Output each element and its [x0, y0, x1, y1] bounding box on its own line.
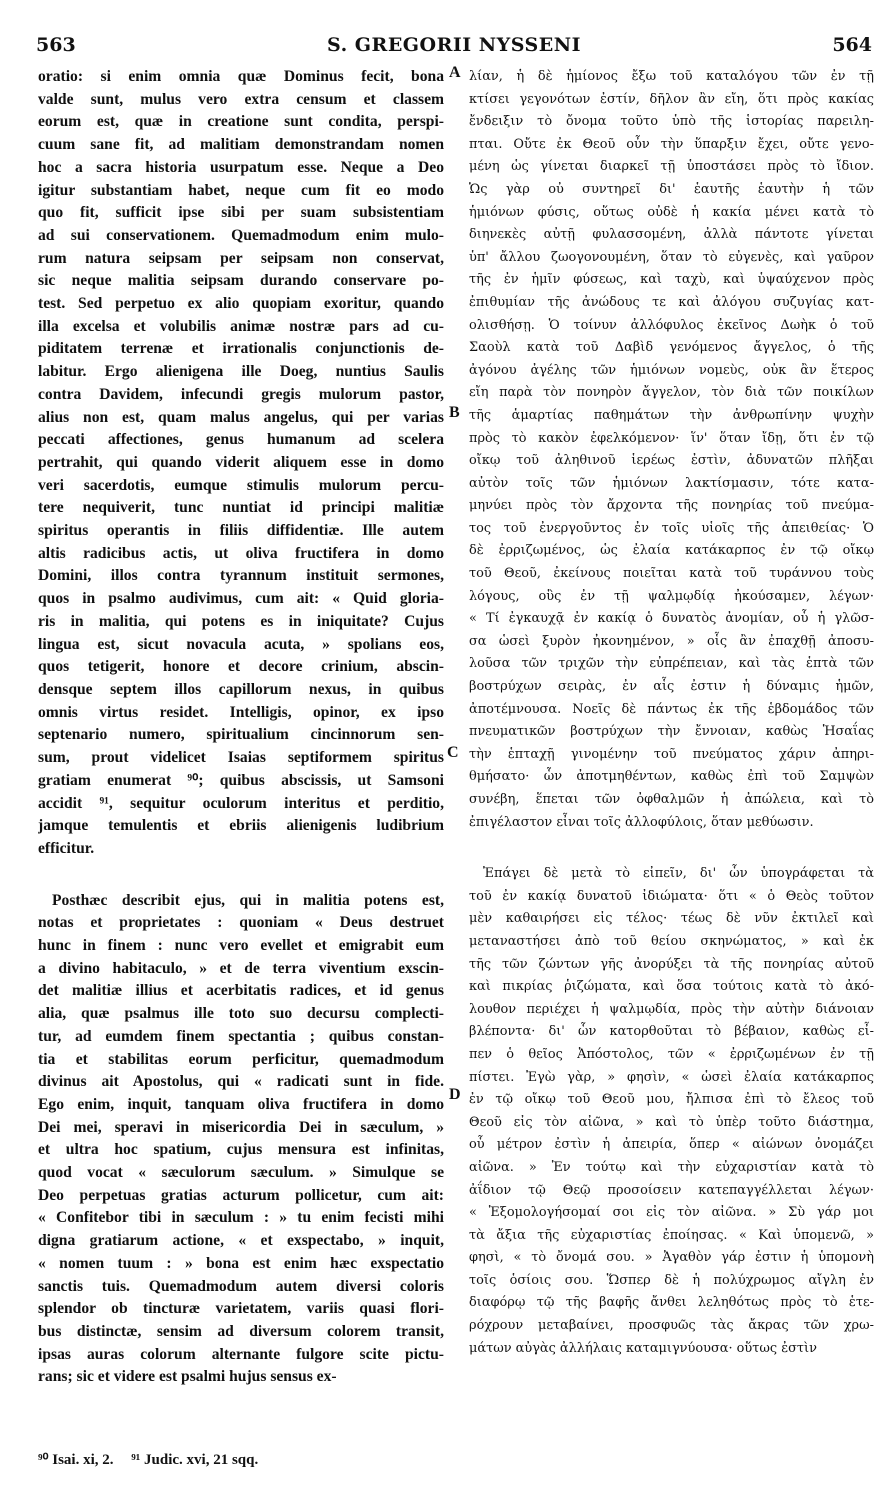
page-number-right: 564 [832, 34, 872, 56]
latin-text-line: rans; sic et videre est psalmi hujus sensus ex- [38, 1368, 337, 1386]
greek-text-line: Θεοῦ εἰς τὸν αἰῶνα, » καὶ τὸ ὑπὲρ τοῦτο διάστημα, [469, 1114, 874, 1130]
latin-text-line: tere nequiverit, tunc nuntiat id principi malitiæ [38, 499, 444, 517]
greek-text-line: διηνεκὲς αὐτῇ φυλασσομένη, ἀλλὰ πάντοτε γίνεται [469, 227, 874, 243]
greek-text-line: οὗ μέτρον ἐστὶν ἡ ἀπειρία, ὅπερ « αἰώνων ὀνομάζει [469, 1137, 874, 1153]
greek-text-line: τῆς ἁμαρτίας παθημάτων τὴν ἀνθρωπίνην ψυχὴν [469, 407, 874, 423]
latin-text-line: valde sunt, mulus vero extra censum et classem [38, 90, 444, 108]
greek-text-line: αὐτὸν τοῖς τῶν ἡμιόνων λακτίσμασιν, τότε κατα- [469, 475, 874, 491]
latin-text-line: ipsas auras colorum alternante fulgore scite pictu- [38, 1345, 444, 1363]
greek-text-line: ἀγόνου ἀγέλης τῶν ἡμιόνων νομεὺς, οὐκ ἂν ἕτερος [469, 362, 874, 378]
greek-text-line: τὴν ἑπταχῇ γινομένην τοῦ πνεύματος χάριν ἀπηρι- [469, 746, 874, 762]
latin-text-line: contra Davidem, infecundi gregis mulorum pastor, [38, 385, 444, 403]
latin-text-line: tur, ad eumdem finem spectantia ; quibus constan- [38, 1027, 444, 1045]
latin-text-line: sum, prout videlicet Isaias septiformem spiritus [38, 749, 444, 767]
greek-text-line: βλέποντα· δι' ὧν κατορθοῦται τὸ βέβαιον, καθὼς εἶ- [469, 1024, 874, 1040]
greek-text-line: πνευματικῶν βοστρύχων τὴν ἔννοιαν, καθὼς Ἡσαΐας [469, 724, 874, 740]
greek-text-line: ρόχρουν μεταβαίνει, προσφυῶς τὰς ἄκρας τῶν χρω- [469, 1318, 874, 1334]
greek-text-line: ολισθήσῃ. Ὁ τοίνυν ἀλλόφυλος ἐκεῖνος Δωὴκ ὁ τοῦ [469, 317, 874, 333]
latin-text-line: pertrahit, qui quando viderit aliquem esse in domo [38, 453, 444, 471]
greek-text-line: οἴκῳ τοῦ ἀληθινοῦ ἱερέως ἐστὶν, ἀδυνατῶν πλῆξαι [469, 453, 874, 469]
greek-text-line: λίαν, ἡ δὲ ἡμίονος ἔξω τοῦ καταλόγου τῶν ἐν τῇ [469, 69, 874, 84]
greek-text-line: καὶ πικρίας ῥιζώματα, καὶ ὅσα τούτοις κατὰ τὸ ἀκό- [469, 979, 874, 995]
margin-letter-b: B [449, 404, 460, 421]
greek-text-line: συνέβη, ἕπεται τῶν ὀφθαλμῶν ἡ ἀπώλεια, καὶ τὸ [469, 792, 874, 807]
latin-text-line: altis radicibus actis, ut oliva fructifera in domo [38, 544, 444, 562]
greek-text-line: διαφόρῳ τῷ τῆς βαφῆς ἄνθει λεληθότως πρὸς τὸ ἑτε- [469, 1295, 874, 1311]
greek-text-line: Ὡς γὰρ οὐ συντηρεῖ δι' ἑαυτῆς ἑαυτὴν ἡ τῶν [469, 181, 874, 197]
latin-text-line: piditatem terrenæ et irrationalis conjunctionis de- [38, 340, 444, 358]
greek-text-line: πεν ὁ θεῖος Ἀπόστολος, τῶν « ἐρριζωμένων ἐν τῇ [469, 1046, 874, 1062]
latin-text-line: labitur. Ergo alienigena ille Doeg, nuntius Saulis [38, 363, 444, 381]
greek-text-line: μένη ὡς γίνεται διαρκεῖ τῇ ὑποστάσει πρὸς τὸ ἴδιον. [469, 159, 874, 175]
latin-text-line: eorum est, quæ in creatione sunt condita, perspi- [38, 113, 444, 131]
latin-text-line: bus distinctæ, sensim ad diversum colorem transit, [38, 1322, 444, 1340]
greek-text-line: τῆς τῶν ζώντων γῆς ἀνορύξει τὰ τῆς πονηρίας αὐτοῦ [469, 956, 874, 972]
running-title: S. GREGORII NYSSENI [327, 34, 581, 56]
greek-text-line: « Τί ἐγκαυχᾷ ἐν κακίᾳ ὁ δυνατὸς ἀνομίαν, οὗ ἡ γλῶσ- [469, 611, 874, 627]
greek-text-line: εἴη παρὰ τὸν πονηρὸν ἄγγελον, τὸν διὰ τῶν ποικίλων [469, 385, 874, 401]
greek-text-line: λοῦσα τῶν τριχῶν τὴν εὐπρέπειαν, καὶ τὰς ἑπτὰ τῶν [469, 656, 874, 672]
latin-text-line: septenario numero, spiritualium cincinnorum sen- [38, 726, 444, 744]
latin-text-line: Ego enim, inquit, tanquam oliva fructifera in domo [38, 1095, 444, 1113]
greek-text-line: τοῦ Θεοῦ, ἐκείνους ποιεῖται κατὰ τοῦ τυράννου τοὺς [469, 566, 874, 582]
latin-text-line: test. Sed perpetuo ex alio quopiam exoritur, quando [38, 295, 444, 313]
latin-text-line: Dei mei, speravi in misericordia Dei in sæculum, » [38, 1118, 444, 1136]
latin-text-line: veri sacerdotis, eumque stimulis mulorum percu- [38, 476, 444, 494]
greek-text-line: λουθον περιέχει ἡ ψαλμῳδία, πρὸς τὴν αὐτὴν διάνοιαν [469, 1001, 874, 1017]
latin-text-line: a divino habitaculo, » et de terra viventium exscin- [38, 959, 444, 977]
latin-text-line: Domini, illos contra tyrannum instituit sermones, [38, 567, 444, 585]
greek-text-line: πται. Οὔτε ἐκ Θεοῦ οὖν τὴν ὕπαρξιν ἔχει, οὔτε γενο- [469, 136, 874, 152]
greek-text-line: πρὸς τὸ κακὸν ἐφελκόμενον· ἵν' ὅταν ἴδῃ, ὅτι ἐν τῷ [469, 430, 874, 446]
latin-text-line: densque septem illos capillorum nexus, in quibus [38, 680, 444, 698]
margin-letter-c: C [447, 744, 459, 761]
latin-text-line: hoc a sacra historia usurpatum esse. Neque a Deo [38, 158, 444, 176]
latin-text-line: alia, quæ psalmus ille toto suo decursu complecti- [38, 1005, 444, 1023]
greek-text-line: ἐπιθυμίαν τῆς ἀνώδους τε καὶ ἀλόγου συζυγίας κατ- [469, 294, 874, 310]
footnotes [38, 1450, 272, 1469]
page-header [36, 34, 872, 60]
latin-text-line: divinus ait Apostolus, qui « radicati sunt in fide. [38, 1073, 444, 1091]
greek-text-line: τὰ ἄξια τῆς εὐχαριστίας ἐποίησας. « Καὶ ὑπομενῶ, » [469, 1227, 874, 1243]
latin-text-line: lingua est, sicut novacula acuta, » spolians eos, [38, 635, 444, 653]
paragraph-gap [38, 861, 444, 890]
latin-text-line: cuum sane fit, ad malitiam demonstrandam nomen [38, 136, 444, 154]
latin-text-line: sanctis tuis. Quemadmodum autem diversi coloris [38, 1277, 444, 1295]
latin-text-line: « Confitebor tibi in sæculum : » tu enim fecisti mihi [38, 1209, 444, 1227]
greek-text-line: φησὶ, « τὸ ὄνομά σου. » Ἀγαθὸν γάρ ἐστιν ἡ ὑπομονὴ [469, 1250, 874, 1266]
greek-text-line: δὲ ἐρριζωμένος, ὡς ἐλαία κατάκαρπος ἐν τῷ οἴκῳ [469, 543, 874, 559]
greek-text-line: ἡμιόνων φύσις, οὕτως οὐδὲ ἡ κακία μένει κατὰ τὸ [469, 204, 874, 220]
greek-text-line: « Ἐξομολογήσομαί σοι εἰς τὸν αἰῶνα. » Σὺ γάρ μοι [469, 1205, 874, 1221]
latin-text-line: accidit ⁹¹, sequitur oculorum interitus et perditio, [38, 794, 444, 812]
latin-text-line: jamque temulentis et ebriis alienigenis ludibrium [38, 817, 444, 835]
greek-text-line: τος τοῦ ἐνεργοῦντος ἐν τοῖς υἱοῖς τῆς ἀπειθείας· Ὁ [469, 520, 874, 536]
greek-column [469, 66, 874, 1360]
greek-text-line: θμήσατο· ὧν ἀποτμηθέντων, καθὼς ἐπὶ τοῦ Σαμψὼν [469, 769, 874, 785]
margin-letter-a: A [449, 64, 461, 81]
latin-text-line: ris in malitia, qui potens es in iniquitate? Cujus [38, 612, 444, 630]
greek-text-line: πίστει. Ἐγὼ γὰρ, » φησὶν, « ὡσεὶ ἐλαία κατάκαρπος [469, 1069, 874, 1085]
greek-text-line: Ἐπάγει δὲ μετὰ τὸ εἰπεῖν, δι' ὧν ὑπογράφεται τὰ [483, 866, 874, 882]
latin-text-line: quos tetigerit, honore et decore crinium, abscin- [38, 658, 444, 676]
greek-text-line: αἰῶνα. » Ἐν τούτῳ καὶ τὴν εὐχαριστίαν κατὰ τὸ [469, 1159, 874, 1175]
latin-text-line: notas et proprietates : quoniam « Deus destruet [38, 914, 444, 932]
latin-text-line: spiritus operantis in filiis diffidentiæ. Ille autem [38, 522, 444, 540]
latin-text-line: peccati affectiones, genus humanum ad scelera [38, 431, 444, 449]
latin-text-line: Deo perpetuas gratias acturum pollicetur, cum ait: [38, 1186, 444, 1204]
latin-column [38, 66, 444, 1389]
latin-text-line: omnis virtus residet. Intelligis, opinor, ex ipso [38, 703, 444, 721]
latin-text-line: det malitiæ illius et acerbitatis radices, et id genus [38, 982, 444, 1000]
greek-text-line: σα ὡσεὶ ξυρὸν ἠκονημένον, » οἷς ἂν ἐπαχθῇ ἀποσυ- [469, 633, 874, 649]
footnote-91: ⁹¹ Judic. xvi, 21 sqq. [131, 1452, 259, 1468]
latin-text-line: digna gratiarum actione, « et exspectabo, » inquit, [38, 1232, 444, 1250]
latin-text-line: Posthæc describit ejus, qui in malitia potens est, [52, 891, 444, 909]
latin-text-line: splendor ob tincturæ varietatem, variis quasi flori- [38, 1300, 444, 1318]
latin-text-line: igitur substantiam habet, neque cum fit eo modo [38, 181, 444, 199]
greek-text-line: τοῖς ὁσίοις σου. Ὥσπερ δὲ ἡ πολύχρωμος αἴγλη ἐν [469, 1272, 874, 1288]
latin-text-line: « nomen tuum : » bona est enim hæc exspectatio [38, 1254, 444, 1272]
greek-text-line: κτίσει γεγονότων ἐστίν, δῆλον ἂν εἴη, ὅτι πρὸς κακίας [469, 91, 874, 107]
latin-text-line: quo fit, sufficit ipse sibi per suam subsistentiam [38, 204, 444, 222]
latin-text-line: rum natura seipsam per seipsam non conservat, [38, 249, 444, 267]
greek-text-line: Σαοὺλ κατὰ τοῦ Δαβὶδ γενόμενος ἄγγελος, ὁ τῆς [469, 340, 874, 356]
greek-text-line: ἐπιγέλαστον εἶναι τοῖς ἀλλοφύλοις, ὅταν μεθύωσιν. [469, 814, 814, 830]
latin-text-line: et ultra hoc spatium, cujus mensura est infinitas, [38, 1141, 444, 1159]
latin-text-line: ad sui conservationem. Quemadmodum enim mulo- [38, 226, 444, 244]
latin-text-line: quos in psalmo audivimus, cum ait: « Quid gloria- [38, 590, 444, 608]
greek-text-line: μάτων αὐγὰς ἀλλήλαις καταμιγνύουσα· οὕτως ἐστὶν [469, 1340, 817, 1356]
latin-text-line: gratiam enumerat ⁹⁰; quibus abscissis, ut Samsoni [38, 771, 444, 789]
greek-text-line: βοστρύχων σειρὰς, ἐν αἷς ἐστιν ἡ δύναμις ἡμῶν, [469, 679, 874, 695]
greek-text-line: μὲν καθαιρήσει εἰς τέλος· τέως δὲ νῦν ἐκτιλεῖ καὶ [469, 911, 874, 927]
latin-text-line: hunc in finem : nunc vero evellet et emigrabit eum [38, 937, 444, 955]
latin-text-line: oratio: si enim omnia quæ Dominus fecit, bona [38, 68, 444, 85]
footnote-90: ⁹⁰ Isai. xi, 2. [38, 1452, 114, 1468]
greek-text-line: ὑπ' ἄλλου ζωογονουμένη, ὅταν τὸ εὐγενὲς, καὶ γαῦρον [469, 249, 874, 265]
latin-text-line: tia et stabilitas eorum perficitur, quemadmodum [38, 1050, 444, 1068]
page-number-left: 563 [36, 34, 76, 56]
latin-text-line: illa excelsa et volubilis animæ nostræ pars ad cu- [38, 317, 444, 335]
greek-text-line: ἔνδειξιν τὸ ὄνομα τοῦτο ὑπὸ τῆς ἱστορίας παρειλη- [469, 114, 874, 130]
greek-text-line: τῆς ἐν ἡμῖν φύσεως, καὶ ταχὺ, καὶ ὑψαύχενον πρὸς [469, 272, 874, 288]
greek-text-line: μεταναστήσει ἀπὸ τοῦ θείου σκηνώματος, » καὶ ἐκ [469, 933, 874, 949]
paragraph-gap [469, 834, 874, 863]
latin-text-line: alius non est, quam malus angelus, qui per varias [38, 408, 444, 426]
greek-text-line: λόγους, οὓς ἐν τῇ ψαλμῳδίᾳ ἠκούσαμεν, λέγων· [469, 588, 874, 604]
latin-text-line: sic neque malitia seipsam durando conservare po- [38, 272, 444, 290]
margin-letter-d: D [449, 1086, 461, 1103]
greek-text-line: μηνύει πρὸς τὸν ἄρχοντα τῆς πονηρίας τοῦ πνεύμα- [469, 498, 874, 514]
latin-text-line: quod vocat « sæculorum sæculum. » Simulque se [38, 1164, 444, 1182]
greek-text-line: ἐν τῷ οἴκῳ τοῦ Θεοῦ μου, ἤλπισα ἐπὶ τὸ ἔλεος τοῦ [469, 1092, 874, 1108]
latin-text-line: efficitur. [38, 839, 95, 857]
greek-text-line: ἀΐδιον τῷ Θεῷ προσοίσειν κατεπαγγέλλεται λέγων· [469, 1182, 874, 1198]
greek-text-line: ἀποτέμνουσα. Νοεῖς δὲ πάντως ἐκ τῆς ἑβδομάδος τῶν [469, 701, 874, 717]
greek-text-line: τοῦ ἐν κακίᾳ δυνατοῦ ἰδιώματα· ὅτι « ὁ Θεὸς τοῦτον [469, 888, 874, 904]
